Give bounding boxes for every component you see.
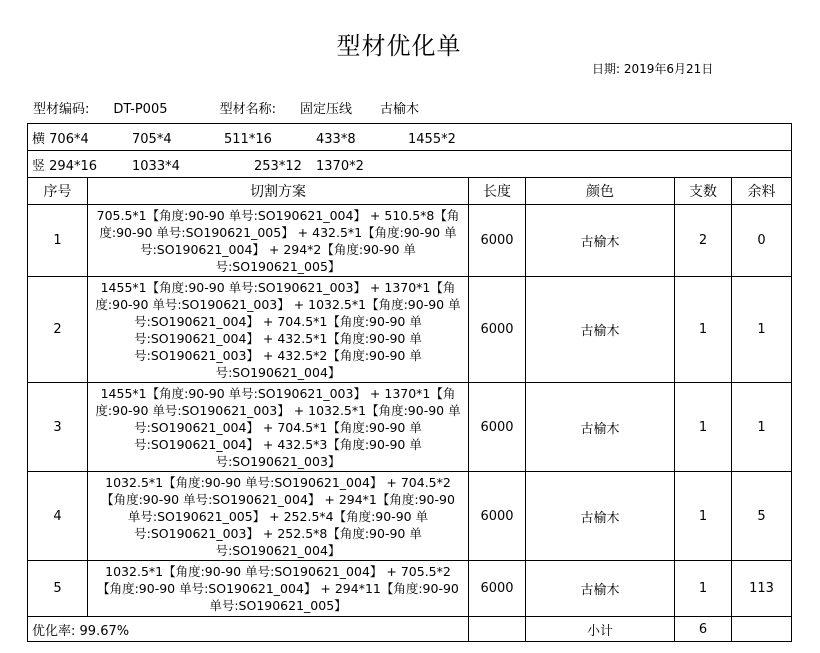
table-row [28,472,792,561]
row-remain: 1 [732,383,792,472]
row-color: 古榆木 [526,472,675,561]
horizontal-label: 横 [32,131,46,147]
horizontal-first [32,128,132,147]
header-row [28,178,792,205]
row-count: 1 [675,561,732,617]
size-item: 1455*2 [408,131,456,147]
table-row [28,205,792,277]
vertical-sizes-row [28,151,792,178]
row-length: 6000 [469,277,526,383]
row-no: 3 [28,383,88,472]
row-count: 2 [675,205,732,277]
row-length: 6000 [469,383,526,472]
row-count: 1 [675,383,732,472]
header-remain: 余料 [732,178,792,205]
size-item: 1033*4 [132,158,180,174]
profile-info [33,98,467,117]
row-no: 4 [28,472,88,561]
table-row [28,561,792,617]
row-color: 古榆木 [526,205,675,277]
vertical-first [32,155,132,174]
size-item: 294*16 [49,158,98,174]
profile-wood: 古榆木 [380,102,420,117]
subtotal-label: 小计 [526,617,675,642]
size-item: 706*4 [49,131,89,147]
row-color: 古榆木 [526,277,675,383]
date [592,60,713,77]
row-no: 1 [28,205,88,277]
header-plan: 切割方案 [88,178,469,205]
row-color: 古榆木 [526,383,675,472]
table-row [28,277,792,383]
row-color: 古榆木 [526,561,675,617]
profile-code-label: 型材编码: [33,102,90,117]
date-value: 2019年6月21日 [623,62,714,76]
size-item: 1370*2 [316,158,364,174]
vertical-sizes [28,151,792,178]
optimization-table [27,123,792,642]
table-row [28,383,792,472]
horizontal-sizes [28,124,792,151]
header-length: 长度 [469,178,526,205]
row-plan: 1032.5*1【角度:90-90 单号:SO190621_004】 + 704.5*2【角度:90-90 单号:SO190621_004】 + 294*1【角度:90-90 单号:SO190621_005】 + 252.5*4【角度:90-90 单号:SO190621_003】 + 252.5*8【角度:90-90 单号:SO190621_004】 [88,472,469,561]
row-plan: 705.5*1【角度:90-90 单号:SO190621_004】 + 510.5*8【角度:90-90 单号:SO190621_005】 + 432.5*1【角度:90-90 单号:SO190621_004】 + 294*2【角度:90-90 单号:SO190621_005】 [88,205,469,277]
row-plan: 1455*1【角度:90-90 单号:SO190621_003】 + 1370*1【角度:90-90 单号:SO190621_003】 + 1032.5*1【角度:90-90 单号:SO190621_004】 + 704.5*1【角度:90-90 单号:SO190621_004】 + 432.5*1【角度:90-90 单号:SO190621_003】 + 432.5*2【角度:90-90 单号:SO190621_004】 [88,277,469,383]
page-title: 型材优化单 [336,32,462,60]
row-no: 2 [28,277,88,383]
profile-name [220,102,443,117]
size-item: 705*4 [132,131,172,147]
row-plan: 1032.5*1【角度:90-90 单号:SO190621_004】 + 705.5*2【角度:90-90 单号:SO190621_004】 + 294*11【角度:90-90 单号:SO190621_005】 [88,561,469,617]
size-item: 511*16 [224,131,272,147]
row-remain: 1 [732,277,792,383]
horizontal-sizes-row [28,124,792,151]
footer-empty-remain [732,617,792,642]
header-no: 序号 [28,178,88,205]
row-no: 5 [28,561,88,617]
profile-name-label: 型材名称: [219,102,277,117]
row-length: 6000 [469,205,526,277]
footer-row [28,617,792,642]
row-length: 6000 [469,472,526,561]
profile-name-value: 固定压线 [300,102,353,117]
size-item: 433*8 [316,131,356,147]
row-count: 1 [675,277,732,383]
row-remain: 5 [732,472,792,561]
row-count: 1 [675,472,732,561]
optimization-rate [28,617,469,642]
header-count: 支数 [675,178,732,205]
row-remain: 113 [732,561,792,617]
date-label: 日期: [592,62,621,76]
subtotal-value: 6 [675,617,732,642]
row-length: 6000 [469,561,526,617]
footer-empty-length [469,617,526,642]
row-remain: 0 [732,205,792,277]
header-color: 颜色 [526,178,675,205]
profile-code [33,102,192,117]
size-item: 253*12 [254,158,302,174]
rate-value: 99.67% [79,623,130,639]
profile-code-value: DT-P005 [113,102,168,117]
row-plan: 1455*1【角度:90-90 单号:SO190621_003】 + 1370*1【角度:90-90 单号:SO190621_003】 + 1032.5*1【角度:90-90 单号:SO190621_004】 + 704.5*1【角度:90-90 单号:SO190621_004】 + 432.5*3【角度:90-90 单号:SO190621_003】 [88,383,469,472]
rate-label: 优化率: [32,623,76,639]
vertical-label: 竖 [32,158,46,174]
